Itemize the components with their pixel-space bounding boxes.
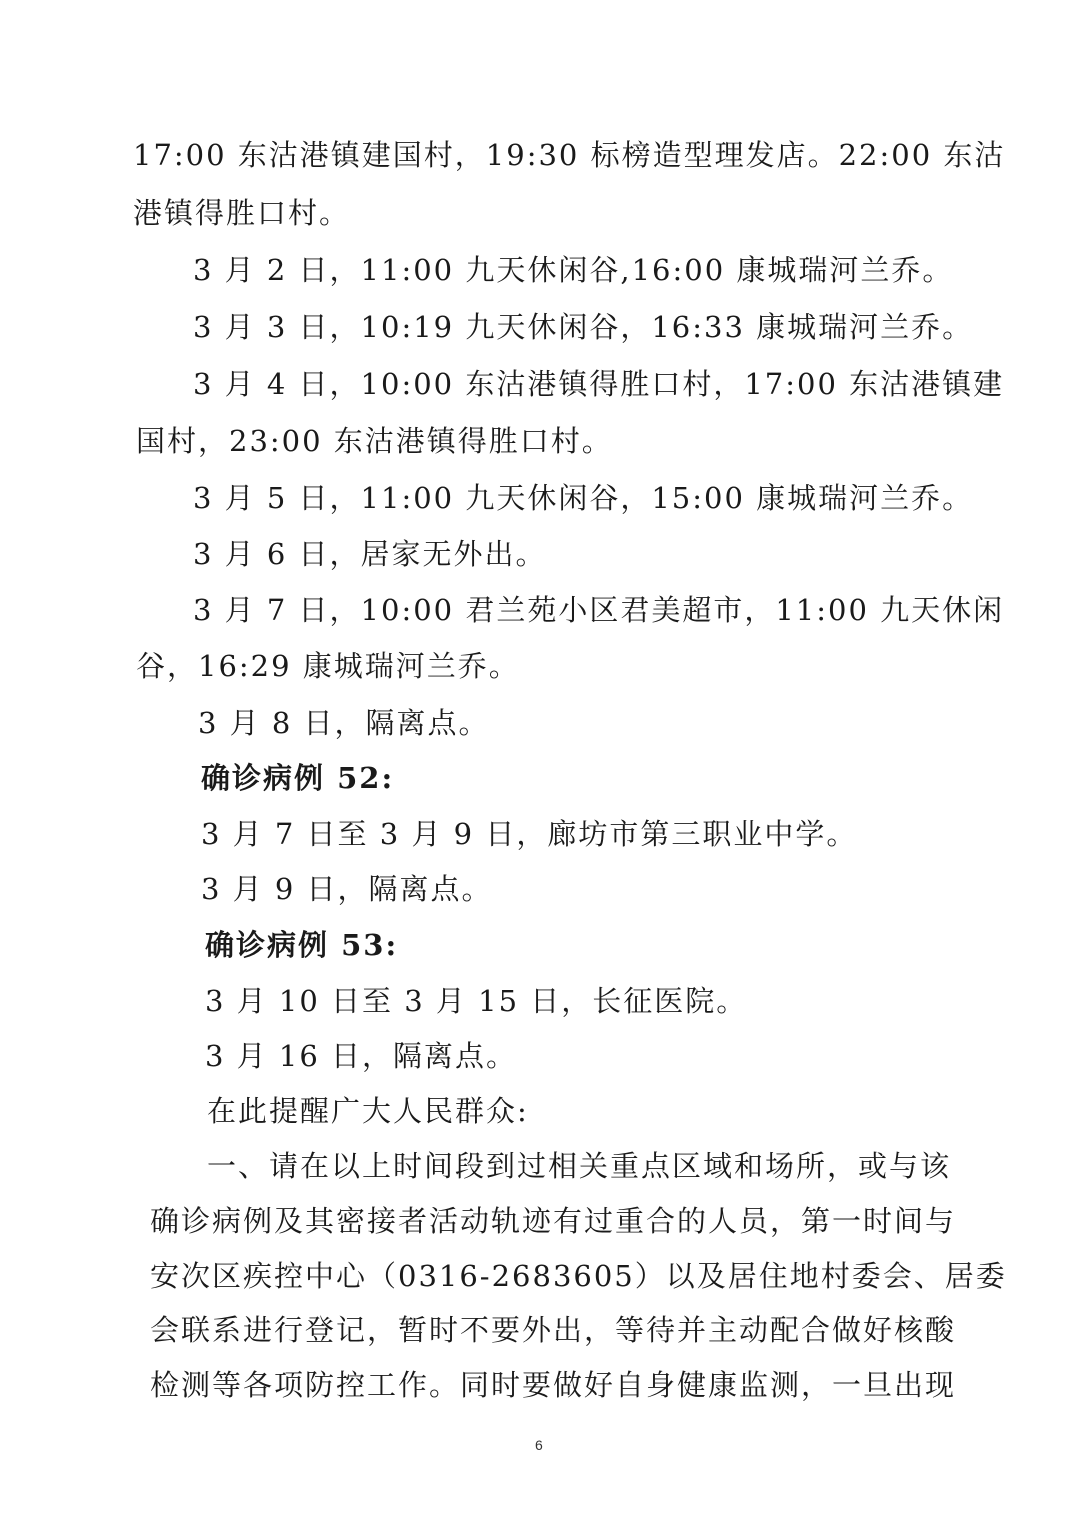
text-line: 3 月 8 日，隔离点。 (198, 706, 490, 740)
text-line: 3 月 4 日，10:00 东沽港镇得胜口村，17:00 东沽港镇建 (193, 367, 1005, 401)
text-line: 检测等各项防控工作。同时要做好自身健康监测，一旦出现 (150, 1368, 957, 1402)
text-line: 一、请在以上时间段到过相关重点区域和场所，或与该 (207, 1149, 952, 1183)
text-line: 安次区疾控中心（0316-2683605）以及居住地村委会、居委 (150, 1259, 1007, 1293)
case-heading: 确诊病例 53: (205, 928, 399, 962)
text-line: 3 月 9 日，隔离点。 (201, 872, 493, 906)
text-line: 港镇得胜口村。 (133, 196, 351, 230)
text-line: 3 月 2 日，11:00 九天休闲谷,16:00 康城瑞河兰乔。 (193, 253, 954, 287)
text-line: 3 月 10 日至 3 月 15 日，长征医院。 (205, 984, 748, 1018)
text-line: 会联系进行登记，暂时不要外出，等待并主动配合做好核酸 (150, 1313, 957, 1347)
case-heading: 确诊病例 52: (201, 761, 395, 795)
text-line: 在此提醒广大人民群众: (207, 1094, 529, 1128)
text-line: 3 月 7 日，10:00 君兰苑小区君美超市，11:00 九天休闲 (193, 593, 1005, 627)
text-line: 3 月 3 日，10:19 九天休闲谷，16:33 康城瑞河兰乔。 (193, 310, 974, 344)
page-number: 6 (535, 1437, 543, 1453)
text-line: 17:00 东沽港镇建国村，19:30 标榜造型理发店。22:00 东沽 (133, 138, 1006, 172)
text-line: 3 月 16 日，隔离点。 (205, 1039, 518, 1073)
text-line: 国村，23:00 东沽港镇得胜口村。 (136, 424, 613, 458)
text-line: 谷，16:29 康城瑞河兰乔。 (136, 649, 520, 683)
text-line: 3 月 6 日，居家无外出。 (193, 537, 547, 571)
text-line: 3 月 5 日，11:00 九天休闲谷，15:00 康城瑞河兰乔。 (193, 481, 974, 515)
text-line: 确诊病例及其密接者活动轨迹有过重合的人员，第一时间与 (150, 1204, 957, 1238)
text-line: 3 月 7 日至 3 月 9 日，廊坊市第三职业中学。 (201, 817, 858, 851)
